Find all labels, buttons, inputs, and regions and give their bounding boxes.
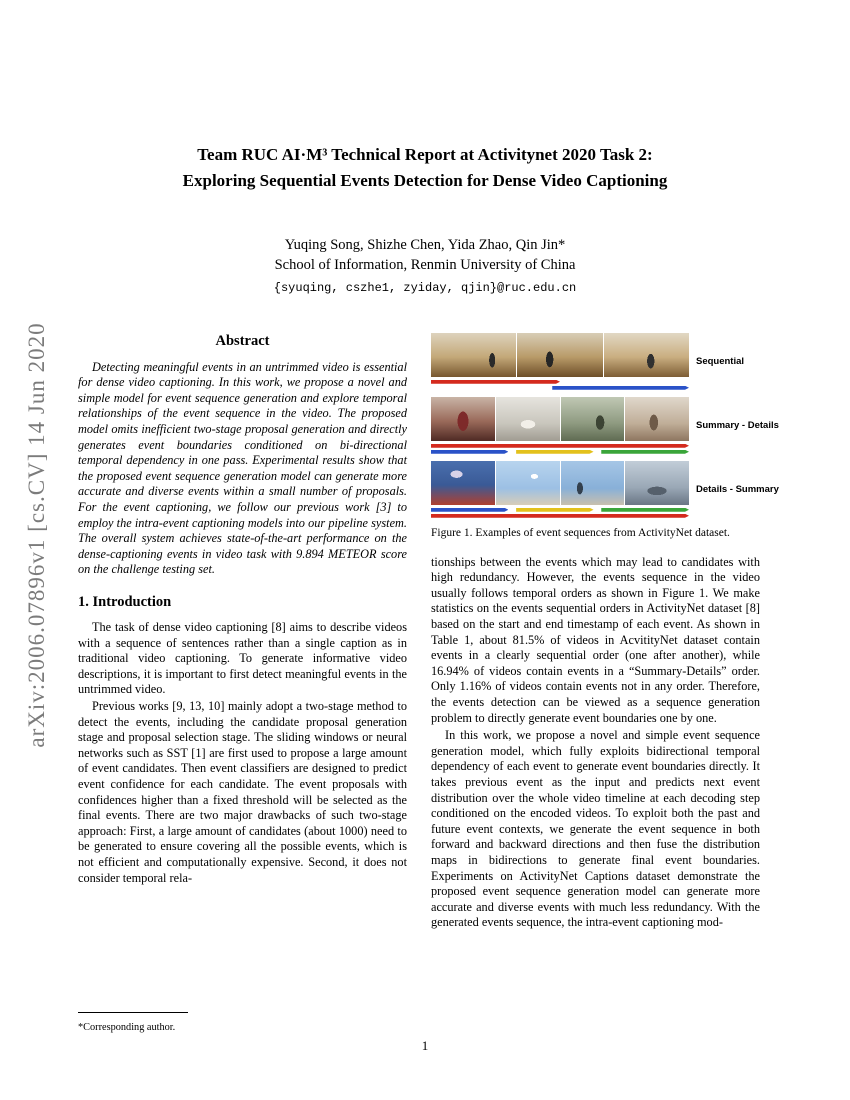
video-frame-strip <box>431 397 689 441</box>
figure-row-label-summary-details: Summary - Details <box>696 419 779 431</box>
figure-row-details-summary <box>431 461 779 518</box>
paper-title <box>0 142 850 195</box>
event-timeline-bar-blue <box>552 386 689 390</box>
introduction-paragraph-2: Previous works [9, 13, 10] mainly adopt a two-stage method to detect the events, including the candidate proposal generation stage and proposal selection stage. The sliding windows or neural networks such as SST [1] are first used to propose a large amount of event candidates. Then event classifiers are designed to predict event confidence for each candidate. The event proposals with confidences higher than a fixed threshold will be selected as the final events. There are two major drawbacks of such two-stage approach: First, a large amount of candidates (about 1000) need to be generated to ensure covering all the possible events, which is not efficient and computationally expensive. Second, it does not consider temporal rela- <box>78 698 407 885</box>
video-frame-thumbnail <box>561 397 625 441</box>
timeline-track <box>431 386 689 390</box>
abstract-text: Detecting meaningful events in an untrimmed video is essential for dense video captioning. In this work, we propose a novel and simple model for event sequence generation and explore temporal relationships of the event sequence in the video. The proposed model omits inefficient two-stage proposal generation and directly generates event boundaries conditioned on bi-directional temporal dependency in one pass. Experimental results show that the proposed event sequence generation model can generate more accurate and diverse events within a small number of proposals. For the event captioning, we follow our previous work [3] to employ the intra-event captioning models into our pipeline system. The overall system achieves state-of-the-art performance on the dense-captioning events in video task with 9.894 METEOR score on the challenge testing set. <box>78 359 407 577</box>
figure-row-media <box>431 333 689 390</box>
figure-row-media <box>431 461 689 518</box>
abstract-heading: Abstract <box>215 332 270 349</box>
video-frame-thumbnail <box>625 397 689 441</box>
video-frame-thumbnail <box>431 461 495 505</box>
figure-row-summary-details <box>431 397 779 454</box>
right-column-paragraph-1: tionships between the events which may lead to candidates with high redundancy. However, the events sequence in the video usually follows temporal orders as shown in Figure 1. We make statistics on the events sequential orders in ActivityNet dataset [8] based on the start and end timestamp of each event. As shown in Table 1, about 81.5% of videos in AcvitityNet dataset contain events in a clearly sequential order (one after another), while 16.94% of videos contain events in a “Summary-Details” order. Only 1.16% of videos contain events not in any order. Therefore, the events detection can be viewed as a sequence generation problem to directly generate event boundaries one by one. <box>431 554 760 725</box>
video-frame-strip <box>431 333 689 377</box>
event-timeline-bar-green <box>601 508 689 512</box>
video-frame-thumbnail <box>561 461 625 505</box>
event-timeline-bar-blue <box>431 450 508 454</box>
figure-row-sequential <box>431 333 760 390</box>
event-timeline-bar-yellow <box>516 450 593 454</box>
video-frame-thumbnail <box>517 333 602 377</box>
email-line: {syuqing, cszhe1, zyiday, qjin}@ruc.edu.cn <box>273 280 577 295</box>
event-timelines <box>431 380 689 390</box>
event-timeline-bar-red <box>431 380 560 384</box>
title-block <box>0 0 850 295</box>
video-frame-thumbnail <box>496 397 560 441</box>
paper-title-line2: Exploring Sequential Events Detection for Dense Video Captioning <box>182 171 668 191</box>
affiliation-line: School of Information, Renmin University of China <box>274 256 576 273</box>
timeline-track <box>431 444 689 448</box>
video-frame-thumbnail <box>625 461 689 505</box>
video-frame-strip <box>431 461 689 505</box>
video-frame-thumbnail <box>431 333 516 377</box>
video-frame-thumbnail <box>496 461 560 505</box>
footnote-text: *Corresponding author. <box>78 1021 176 1033</box>
paper-title-line1: Team RUC AI·M³ Technical Report at Activitynet 2020 Task 2: <box>197 145 653 164</box>
left-column <box>78 333 407 1035</box>
event-timeline-bar-red <box>431 444 689 448</box>
timeline-track <box>431 450 689 454</box>
right-column-paragraph-2: In this work, we propose a novel and simple event sequence generation model, which fully exploits bidirectional temporal dependency of each event to generate event boundaries directly. It takes previous event as the input and predicts next event distribution over the whole video timeline at each decoding step conditioned on the encoded videos. To exploit both the past and future event contexts, we generate the event sequence in both forward and backward directions and then fuse the distribution maps in bidirections to generate final event boundaries. Experiments on ActivityNet Captions dataset demonstrate the proposed event sequence generation model can generate more accurate and diverse events with much less redundancy. With the generated events sequence, the intra-event captioning mod- <box>431 728 760 930</box>
authors-line: Yuqing Song, Shizhe Chen, Yida Zhao, Qin Jin* <box>284 236 566 253</box>
introduction-paragraph-1: The task of dense video captioning [8] aims to describe videos with a sequence of sentences rather than a single caption as in traditional video captioning. To generate informative video descriptions, it is important to first detect meaningful events in the untrimmed video. <box>78 620 407 697</box>
footnote-block <box>78 1000 407 1035</box>
figure-1 <box>431 333 779 539</box>
figure-row-label-sequential: Sequential <box>696 355 745 367</box>
page-number: 1 <box>421 1038 429 1053</box>
event-timeline-bar-yellow <box>516 508 593 512</box>
event-timelines <box>431 444 689 454</box>
figure-caption: Figure 1. Examples of event sequences from ActivityNet dataset. <box>431 526 730 539</box>
event-timeline-bar-blue <box>431 508 508 512</box>
figure-row-label-details-summary: Details - Summary <box>696 483 779 495</box>
introduction-heading: 1. Introduction <box>78 594 172 610</box>
footnote-rule <box>78 1012 188 1013</box>
video-frame-thumbnail <box>431 397 495 441</box>
event-timeline-bar-red <box>431 514 689 518</box>
figure-row-media <box>431 397 689 454</box>
two-column-body <box>78 333 780 1035</box>
right-column <box>431 333 779 1035</box>
event-timelines <box>431 508 689 518</box>
event-timeline-bar-green <box>601 450 689 454</box>
video-frame-thumbnail <box>604 333 689 377</box>
timeline-track <box>431 514 689 518</box>
arxiv-watermark-label: arXiv:2006.07896v1 [cs.CV] 14 Jun 2020 <box>24 322 49 748</box>
timeline-track <box>431 380 689 384</box>
timeline-track <box>431 508 689 512</box>
